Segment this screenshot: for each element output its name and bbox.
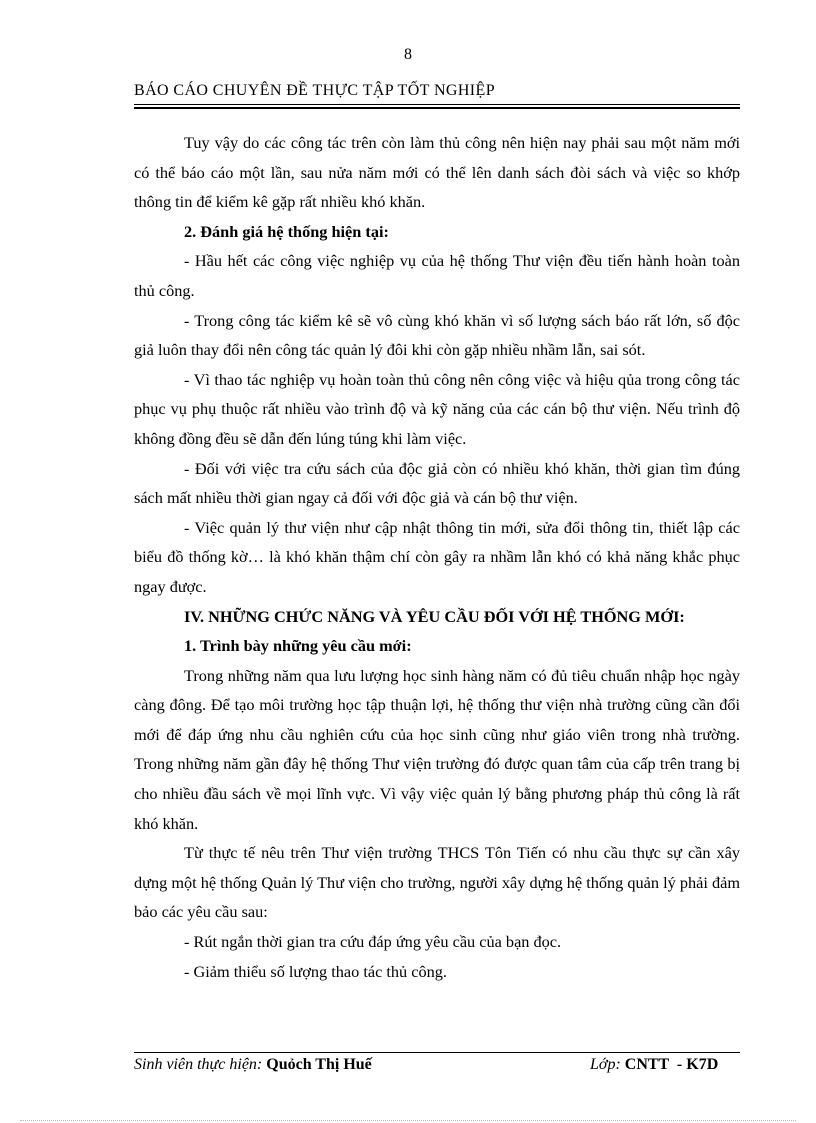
list-item: - Trong công tác kiểm kê sẽ vô cùng khó khăn vì số lượng sách báo rất lớn, số độc giả luôn thay đổi nên công tác quản lý đôi khi còn gặp nhiều nhầm lẫn, sai sót.: [134, 310, 740, 360]
list-item: - Giảm thiểu số lượng thao tác thủ công.: [184, 961, 447, 981]
class-value: CNTT - K7D: [624, 1056, 719, 1073]
footer-class: [590, 1056, 718, 1074]
list-item: - Rút ngắn thời gian tra cứu đáp ứng yêu cầu của bạn đọc.: [184, 932, 562, 952]
page-number: 8: [404, 46, 412, 63]
section-heading: 1. Trình bày những yêu cầu mới:: [184, 636, 412, 656]
list-item: - Đối với việc tra cứu sách của độc giả còn có nhiều khó khăn, thời gian tìm đúng sách mất nhiều thời gian ngay cả đối với độc giả và cán bộ thư viện.: [134, 458, 740, 508]
list-item: - Vì thao tác nghiệp vụ hoàn toàn thủ công nên công việc và hiệu qủa trong công tác phục vụ phụ thuộc rất nhiều vào trình độ và kỹ năng của các cán bộ thư viện. Nếu trình độ không đồng đều sẽ dẫn đến lúng túng khi làm việc.: [134, 369, 740, 448]
document-body: [134, 128, 740, 986]
student-label: Sinh viên thực hiện:: [134, 1056, 263, 1073]
class-label: Lớp:: [590, 1056, 621, 1073]
list-item: - Hầu hết các công việc nghiệp vụ của hệ thống Thư viện đều tiến hành hoàn toàn thủ công.: [134, 251, 740, 300]
section-heading: 2. Đánh giá hệ thống hiện tại:: [184, 221, 389, 241]
footer-student: [134, 1056, 372, 1074]
paragraph: Trong những năm qua lưu lượng học sinh hàng năm có đủ tiêu chuẩn nhập học ngày càng đông. Để tạo môi trường học tập thuận lợi, hệ thống thư viện nhà trường cũng cần đổi mới để đáp ứng nhu cầu nghiên cứu của học sinh cũng như giáo viên trong nhà trường. Trong những năm gần đây hệ thống Thư viện trường đó được quan tâm của cấp trên trang bị cho nhiều đầu sách về mọi lĩnh vực. Vì vậy việc quản lý bằng phương pháp thủ công là rất khó khăn.: [134, 665, 740, 833]
paragraph: Từ thực tế nêu trên Thư viện trường THCS Tôn Tiến có nhu cầu thực sự cần xây dựng một hệ thống Quản lý Thư viện cho trường, người xây dựng hệ thống quản lý phải đảm bảo các yêu cầu sau:: [134, 843, 740, 922]
page-header-title: BÁO CÁO CHUYÊN ĐỀ THỰC TẬP TỐT NGHIỆP: [134, 82, 496, 99]
chapter-heading: IV. NHỮNG CHỨC NĂNG VÀ YÊU CẦU ĐỐI VỚI HỆ THỐNG MỚI:: [184, 606, 685, 626]
header-divider: [134, 104, 740, 105]
paragraph: Tuy vậy do các công tác trên còn làm thủ công nên hiện nay phải sau một năm mới có thể báo cáo một lần, sau nửa năm mới có thể lên danh sách đòi sách và việc so khớp thông tin để kiểm kê gặp rất nhiều khó khăn.: [134, 133, 740, 212]
list-item: - Việc quản lý thư viện như cập nhật thông tin mới, sửa đổi thông tin, thiết lập các biểu đồ thống kờ… là khó khăn thậm chí còn gây ra nhầm lẫn khó có khả năng khắc phục ngay được.: [134, 517, 740, 596]
footer-divider: [134, 1052, 740, 1053]
student-name: Quỏch Thị Huế: [266, 1056, 372, 1073]
header-divider-thick: [134, 107, 740, 109]
page-edge-divider: [20, 1120, 796, 1121]
